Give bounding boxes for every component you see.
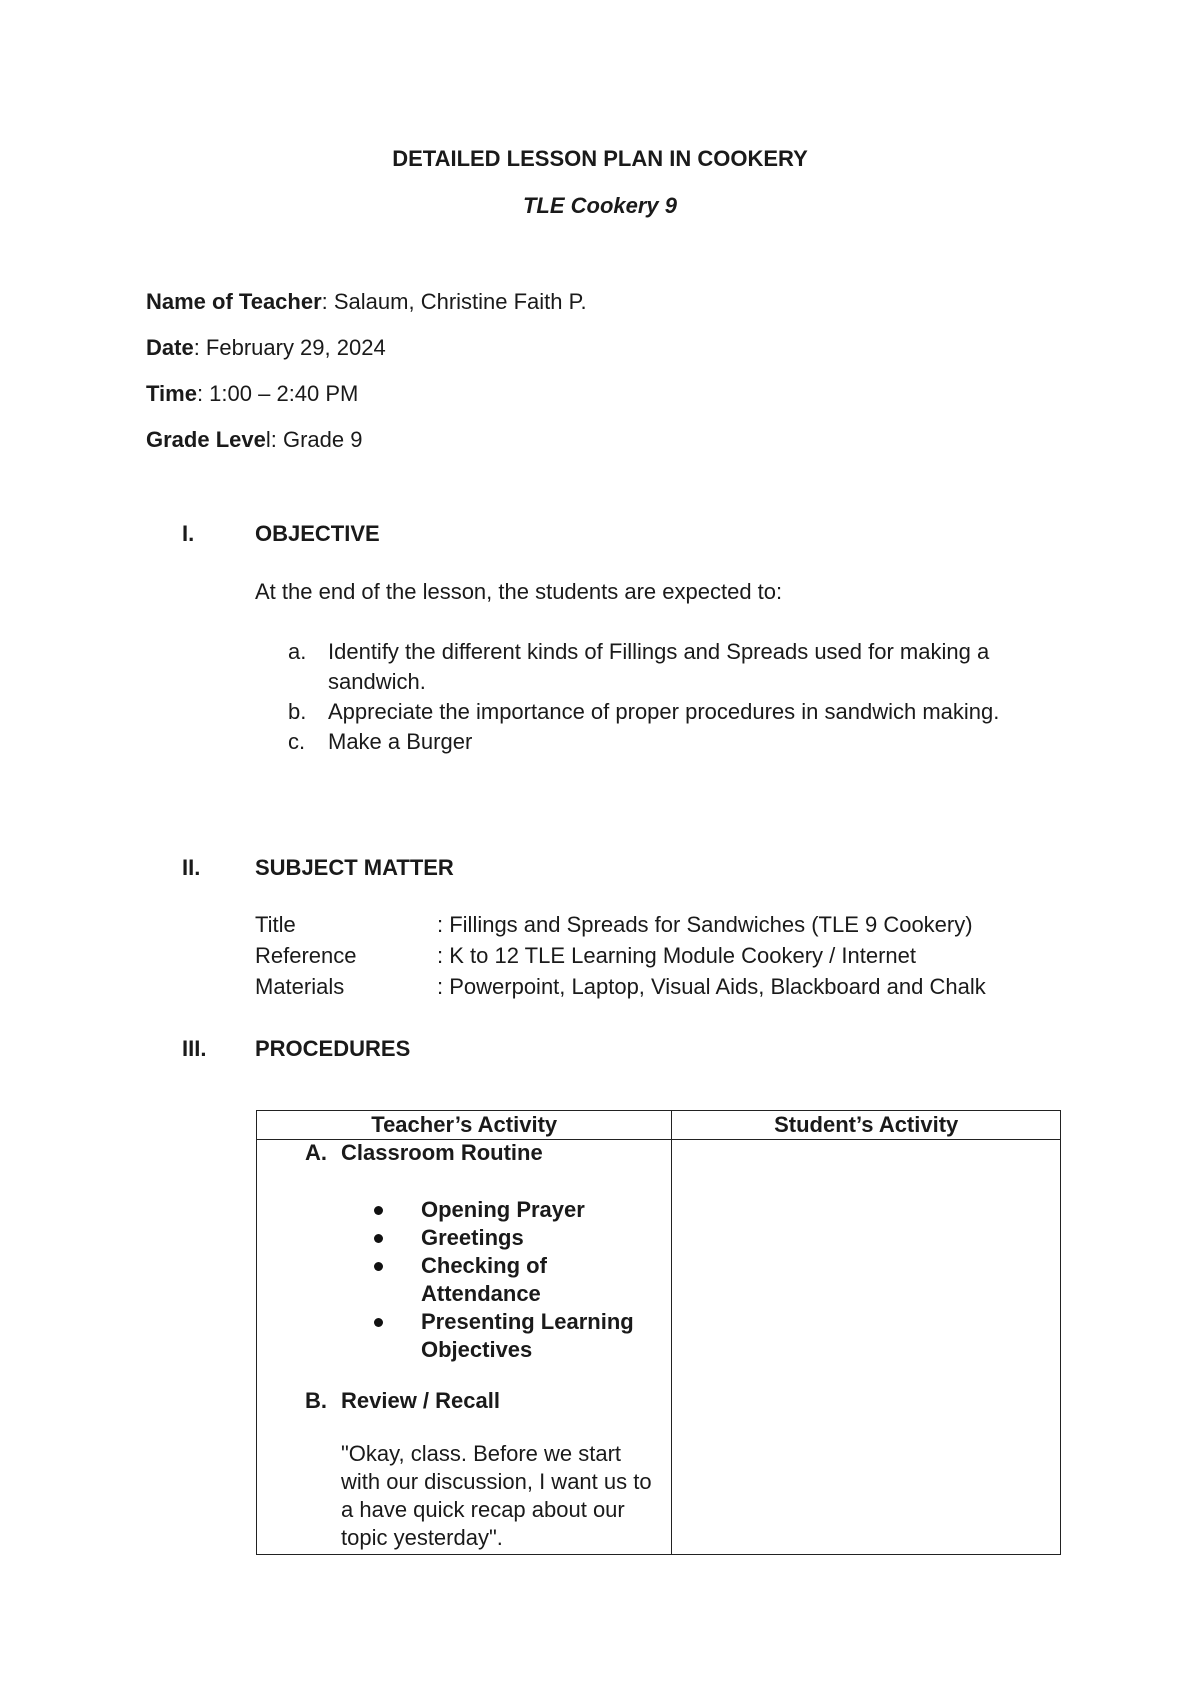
list-item-letter: b. (288, 699, 307, 724)
subject-row-label: Materials (255, 974, 345, 999)
teacher-value: : Salaum, Christine Faith P. (321, 289, 587, 314)
date-label: Date (146, 335, 194, 360)
step-b-letter: B. (305, 1388, 327, 1413)
list-item: Greetings (374, 1224, 664, 1252)
student-activity-header: Student’s Activity (672, 1111, 1061, 1140)
teacher-line (146, 289, 587, 315)
list-item: Opening Prayer (374, 1196, 664, 1224)
document-title: DETAILED LESSON PLAN IN COOKERY (392, 146, 808, 171)
subject-row-title (255, 909, 973, 940)
teacher-activity-cell (257, 1140, 672, 1555)
time-value: : 1:00 – 2:40 PM (196, 381, 359, 406)
step-a-heading (305, 1140, 543, 1166)
procedures-heading: PROCEDURES (255, 1036, 411, 1061)
date-value: : February 29, 2024 (193, 335, 386, 360)
objective-heading: OBJECTIVE (255, 521, 380, 546)
objective-intro: At the end of the lesson, the students are expected to: (255, 579, 783, 604)
list-item: Presenting Learning Objectives (374, 1308, 661, 1364)
teacher-label: Name of Teacher (146, 289, 322, 314)
procedures-numeral: III. (182, 1036, 207, 1061)
grade-value: : Grade 9 (270, 427, 363, 452)
list-item-text: Make a Burger (328, 729, 473, 754)
procedures-table (256, 1110, 1061, 1555)
list-item (288, 697, 1088, 727)
list-item: Checking of Attendance (374, 1252, 601, 1308)
list-item (288, 637, 1088, 697)
time-line (146, 381, 358, 407)
step-b-heading (305, 1388, 500, 1414)
subject-row-label: Title (255, 912, 296, 937)
step-a-title: Classroom Routine (341, 1140, 543, 1165)
student-activity-cell (672, 1140, 1061, 1555)
teacher-activity-header: Teacher’s Activity (257, 1111, 672, 1140)
grade-line (146, 427, 362, 453)
step-b-title: Review / Recall (341, 1388, 500, 1413)
list-item-letter: c. (288, 729, 306, 754)
list-item-letter: a. (288, 639, 307, 664)
objective-numeral: I. (182, 521, 195, 546)
list-item-text: Identify the different kinds of Fillings and Spreads used for making a sandwich. (328, 639, 990, 694)
step-a-letter: A. (305, 1140, 327, 1165)
subject-matter-numeral: II. (182, 855, 201, 880)
list-item (288, 727, 1088, 757)
time-label: Time (146, 381, 197, 406)
grade-label: Grade Leve (146, 427, 266, 452)
subject-row-reference (255, 940, 916, 971)
recall-quote: "Okay, class. Before we start with our discussion, I want us to a have quick recap about our topic yesterday". (341, 1441, 652, 1550)
subject-row-value: : Powerpoint, Laptop, Visual Aids, Blackboard and Chalk (437, 974, 986, 999)
subject-row-value: : K to 12 TLE Learning Module Cookery / Internet (437, 943, 916, 968)
document-subtitle: TLE Cookery 9 (522, 193, 678, 218)
subject-row-value: : Fillings and Spreads for Sandwiches (TLE 9 Cookery) (437, 912, 973, 937)
date-line (146, 335, 386, 361)
subject-row-label: Reference (255, 943, 357, 968)
subject-row-materials (255, 971, 986, 1002)
table-row (257, 1140, 1061, 1555)
grade-label-tail: l (265, 427, 271, 452)
objective-list (288, 637, 1088, 757)
subject-matter-heading: SUBJECT MATTER (255, 855, 454, 880)
list-item-text: Appreciate the importance of proper procedures in sandwich making. (328, 699, 1000, 724)
routine-list (374, 1196, 664, 1364)
